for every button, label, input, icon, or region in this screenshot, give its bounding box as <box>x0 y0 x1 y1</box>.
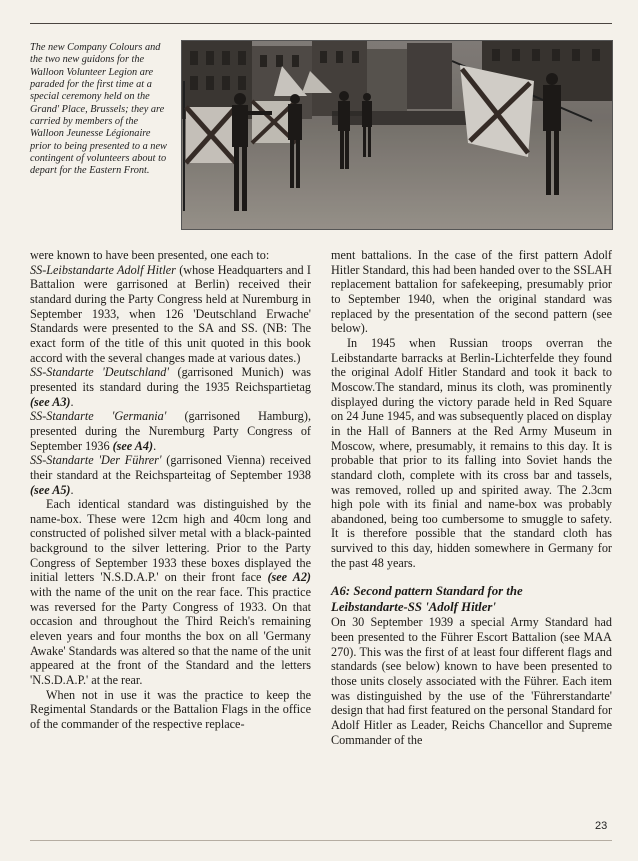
paragraph: SS-Standarte 'Germania' (garrisoned Hamburg), presented during the Nuremburg Party Congress of September 1936 (see A4). <box>30 409 311 453</box>
paragraph: ment battalions. In the case of the first pattern Adolf Hitler Standard, this had been handed over to the SSLAH replacement battalion for safekeeping, presumably prior to September 1940, when the original standard was replaced by the presentation of the second pattern (see below). <box>331 248 612 336</box>
page-number: 23 <box>595 820 608 832</box>
paragraph: SS-Standarte 'Deutschland' (garrisoned Munich) was presented its standard during the 1935 Reichspartietag (see A3). <box>30 365 311 409</box>
plate-reference: (see A3) <box>30 394 71 409</box>
unit-name: SS-Standarte 'Germania' <box>30 409 167 424</box>
plate-reference: (see A2) <box>267 570 311 585</box>
section-heading: A6: Second pattern Standard for the Leibstandarte-SS 'Adolf Hitler' <box>331 584 523 614</box>
unit-name: SS-Standarte 'Der Führer' <box>30 453 162 468</box>
paragraph: Each identical standard was distinguished by the name-box. These were 12cm high and 40cm long and constructed of polished silver metal with a black-painted background to the silver lettering. Prior to the Party Congress of September 1933 these boxes displayed the initial letters 'N.S.D.A.P.' on their front face (see A2) with the name of the unit on the rear face. This practice was reversed for the Party Congress of 1933. On that occasion and throughout the Third Reich's remaining eleven years and four months the box on all 'Germany Awake' Standards was altered so that the name of the unit appeared at the front of the Standard and the letters 'N.S.D.A.P.' at the rear. <box>30 497 311 688</box>
plate-reference: (see A5) <box>30 482 71 497</box>
paragraph: When not in use it was the practice to keep the Regimental Standards or the Battalion Flags in the office of the commander of the respective replace- <box>30 687 311 731</box>
bottom-rule <box>30 840 612 841</box>
unit-name: SS-Leibstandarte Adolf Hitler <box>30 262 176 277</box>
left-text-column <box>30 248 311 732</box>
unit-name: SS-Standarte 'Deutschland' <box>30 365 169 380</box>
parade-photograph <box>181 40 613 230</box>
paragraph: SS-Leibstandarte Adolf Hitler (whose Headquarters and I Battalion were garrisoned at Berlin) received their standard during the Party Congress held at Nuremburg in September 1933, when 126 'Deutschland Erwache' Standards were presented to the SA and SS. (NB: The exact form of the title of this unit quoted in this book accord with the several changes made at various dates.) <box>30 262 311 365</box>
plate-reference: (see A4) <box>112 438 154 453</box>
paragraph: were known to have been presented, one each to: <box>30 248 270 262</box>
paragraph: SS-Standarte 'Der Führer' (garrisoned Vienna) received their standard at the Reichsparteitag of September 1938 (see A5). <box>30 453 311 497</box>
top-rule <box>30 23 612 24</box>
photo-caption: The new Company Colours and the two new guidons for the Walloon Volunteer Legion are paraded for the first time at a special ceremony held on the Grand' Place, Brussels; they are carried by members of the Walloon Jeunesse Légionaire prior to being presented to a new contingent of volunteers about to depart for the Eastern Front. <box>30 42 167 177</box>
paragraph: On 30 September 1939 a special Army Standard had been presented to the Führer Escort Battalion (see MAA 270). This was the first of at least four different flags and standards (see below) known to have been presented to those units closely associated with the Führer. Each item was distinguished by the use of the 'Führerstandarte' design that had first featured on the personal Standard for Adolf Hitler as Leader, Reichs Chancellor and Supreme Commander of the <box>331 615 612 747</box>
paragraph: In 1945 when Russian troops overran the Leibstandarte barracks at Berlin-Lichterfelde they found the original Adolf Hitler Standard and took it back to Moscow.The standard, minus its cloth, was prominently displayed during the victory parade held in Red Square on 24 June 1945, and was subsequently placed on display in the Hall of Banners at the Red Army Museum in Moscow, where, presumably, it remains to this day. It is probable that prior to its falling into Soviet hands the standard cloth, complete with its cross bar and tassels, was removed, rolled up and spirited away. The 2.3cm high pole with its finial and name-box was probably abandoned, being too cumbersome to smuggle to safety. It is therefore possible that the standard cloth has survived to this day, hidden somewhere in Germany for the past 48 years. <box>331 335 612 570</box>
right-text-column <box>331 248 612 747</box>
